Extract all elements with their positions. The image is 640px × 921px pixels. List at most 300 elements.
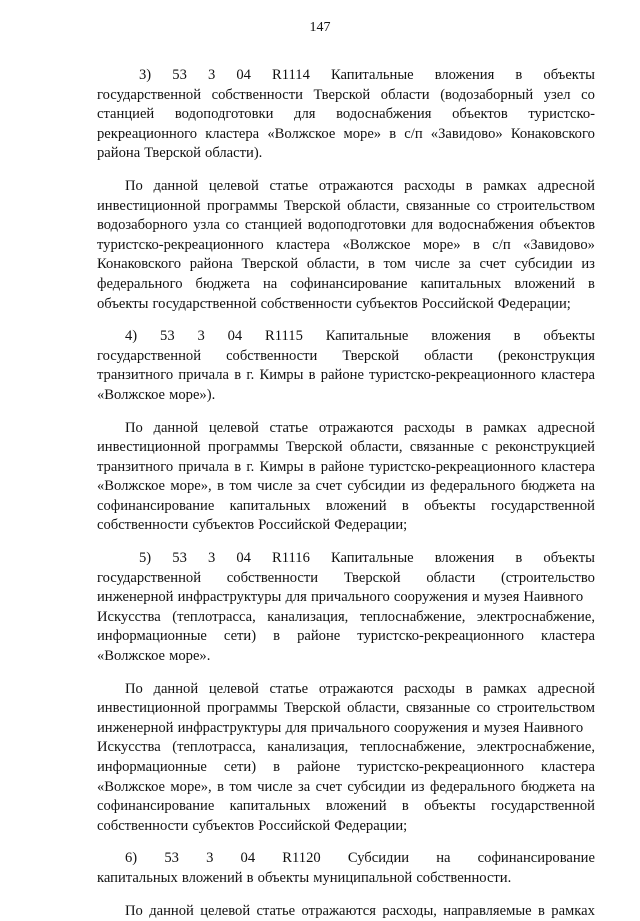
word: инвестиционной: [97, 197, 201, 214]
word: бюджета: [520, 478, 576, 495]
word: капитальных: [420, 275, 502, 292]
text-line: [97, 105, 595, 125]
body-paragraph: [97, 177, 595, 314]
heading-paragraph: [97, 849, 595, 888]
text-line: [97, 347, 595, 367]
word: на: [436, 850, 451, 867]
word: бюджета: [520, 778, 576, 795]
word: Наивного: [523, 719, 584, 736]
word: собственности: [226, 569, 319, 586]
word: программы: [207, 700, 278, 717]
word: Наивного: [523, 589, 584, 606]
word: канализация,: [267, 608, 349, 625]
word: государственной: [97, 347, 202, 364]
word: софинансирование: [290, 275, 408, 292]
word: кластера: [276, 236, 331, 253]
word: за: [298, 778, 311, 795]
word: Тверской: [313, 86, 371, 103]
word: «Волжское: [97, 648, 166, 665]
text-line: [97, 497, 595, 517]
word: целевой: [200, 902, 251, 919]
word: вложений: [325, 497, 387, 514]
word: Федерации;: [334, 517, 408, 534]
word: области: [380, 86, 430, 103]
word: государственной: [490, 497, 595, 514]
word: статье: [269, 419, 309, 436]
word: музея: [483, 589, 520, 606]
word: кластера: [541, 367, 595, 384]
word: Тверской: [283, 197, 341, 214]
text-line: [97, 327, 595, 347]
word: По: [125, 419, 143, 436]
word: объекты: [543, 67, 595, 83]
word: водоснабжения: [336, 106, 432, 123]
text-line: [97, 817, 595, 837]
word: районе: [320, 367, 364, 384]
word: субъектов: [356, 295, 418, 312]
word: для: [411, 217, 434, 234]
word: на: [580, 778, 595, 795]
word: г.: [246, 458, 255, 475]
text-line: [97, 758, 595, 778]
word: статье: [269, 177, 309, 194]
word: инженерной: [97, 719, 174, 736]
text-line: [97, 386, 595, 406]
word: «Волжское: [342, 236, 411, 253]
word: туристско-рекреационного: [357, 759, 524, 775]
word: из: [410, 478, 425, 495]
text-line: [97, 738, 595, 758]
word: «Волжское: [97, 478, 166, 495]
text-line: [97, 216, 595, 236]
word: музея: [483, 719, 520, 736]
word: бюджета: [195, 275, 250, 292]
word: транзитного: [97, 458, 174, 475]
text-line: [97, 778, 595, 798]
word: Федерации;: [497, 295, 571, 312]
word: в: [367, 256, 375, 273]
word: данной: [153, 419, 199, 436]
word: области,: [306, 256, 360, 273]
word: водоснабжения: [438, 217, 534, 234]
word: «Завидово»: [523, 236, 595, 253]
word: объектов: [452, 106, 508, 123]
word: По: [125, 902, 143, 919]
word: муниципальной: [313, 869, 413, 886]
word: 5): [139, 550, 152, 567]
word: Капитальные: [325, 328, 409, 345]
word: инфраструктуры: [177, 589, 282, 606]
word: море»).: [169, 386, 216, 403]
word: «Волжское: [267, 125, 336, 142]
word: теплоснабжение,: [359, 739, 466, 756]
word: водоподготовки: [174, 106, 274, 123]
word: туристско-рекреационного: [369, 367, 536, 384]
word: море»: [422, 236, 461, 253]
word: (водозаборный: [440, 86, 534, 103]
word: море».: [169, 648, 211, 665]
word: 04: [240, 850, 256, 867]
word: в: [234, 367, 242, 384]
word: собственности: [97, 817, 189, 834]
word: 3: [207, 550, 216, 567]
text-line: [97, 797, 595, 817]
word: в: [273, 628, 281, 645]
word: Тверской: [285, 439, 343, 456]
word: собственности: [97, 517, 189, 534]
word: капитальных: [229, 798, 311, 815]
word: программы: [208, 439, 279, 456]
word: объекты: [424, 497, 476, 514]
word: Тверской: [342, 347, 400, 364]
word: области).: [205, 145, 263, 162]
word: субсидии: [514, 256, 573, 273]
text-line: [97, 458, 595, 478]
word: числе: [257, 478, 293, 495]
word: вложения: [434, 67, 495, 83]
text-line: [97, 869, 595, 889]
word: 3): [139, 67, 152, 83]
text-line: [97, 569, 595, 589]
text-line: [97, 66, 595, 86]
text-line: [97, 255, 595, 275]
body-paragraph: [97, 419, 595, 537]
word: «Волжское: [97, 778, 166, 795]
text-line: [97, 438, 595, 458]
word: в: [401, 798, 409, 815]
word: за: [298, 478, 311, 495]
word: г.: [246, 367, 255, 384]
word: Капитальные: [330, 550, 414, 567]
text-line: [97, 588, 595, 608]
word: объекты: [97, 295, 149, 312]
word: электроснабжение,: [476, 739, 595, 756]
word: Кимры: [259, 458, 304, 475]
heading-paragraph: [97, 66, 595, 164]
word: Искусства: [97, 739, 161, 756]
word: расходы: [403, 177, 455, 194]
word: государственной: [490, 798, 595, 815]
word: области,: [347, 197, 400, 214]
word: связанные: [406, 197, 471, 214]
word: отражаются: [318, 419, 394, 436]
word: государственной: [97, 86, 202, 103]
word: туристско-рекреационного: [97, 236, 264, 253]
text-line: [97, 144, 595, 164]
word: целевой: [208, 419, 259, 436]
word: причального: [310, 589, 390, 606]
word: субъектов: [192, 817, 255, 834]
word: отражаются: [301, 902, 376, 919]
word: Тверской: [241, 256, 299, 273]
body-paragraph: [97, 680, 595, 837]
word: информационные: [97, 759, 207, 775]
word: в: [538, 902, 545, 919]
document-body: [97, 66, 595, 921]
word: в: [465, 177, 473, 194]
word: из: [581, 256, 595, 273]
word: По: [125, 177, 143, 194]
word: субсидии: [347, 478, 406, 495]
word: рекреационного: [97, 125, 198, 142]
word: собственности: [260, 295, 352, 312]
text-line: [97, 516, 595, 536]
word: Российской: [421, 295, 494, 312]
word: (теплотрасса,: [172, 608, 256, 625]
word: софинансирование: [97, 798, 215, 815]
word: Тверской: [144, 145, 201, 162]
word: области,: [350, 439, 403, 456]
word: числе: [414, 256, 450, 273]
word: в: [465, 680, 473, 697]
body-paragraph: [97, 902, 595, 921]
text-line: [97, 125, 595, 145]
word: вложения: [431, 328, 491, 345]
word: рамках: [483, 177, 527, 194]
word: за: [458, 256, 471, 273]
word: По: [125, 680, 143, 697]
word: со: [476, 700, 491, 717]
word: Российской: [258, 517, 331, 534]
word: в: [217, 778, 224, 795]
word: 53: [160, 328, 175, 345]
word: района: [97, 145, 141, 162]
word: объекты: [543, 550, 595, 567]
word: счет: [315, 778, 343, 795]
word: вложения: [434, 550, 495, 567]
word: в: [308, 458, 316, 475]
word: строительством: [496, 700, 595, 717]
word: вложений: [325, 798, 387, 815]
word: капитальных: [229, 497, 311, 514]
word: счет: [479, 256, 506, 273]
word: объекты: [424, 798, 476, 815]
word: инфраструктуры: [177, 719, 282, 736]
word: в: [472, 236, 480, 253]
word: связанные: [409, 439, 474, 456]
word: 04: [227, 328, 243, 345]
word: рамках: [483, 680, 527, 697]
word: софинансирование: [97, 497, 215, 514]
word: капитальных: [97, 869, 178, 886]
word: туристско-рекреационного: [369, 458, 536, 475]
word: счет: [315, 478, 343, 495]
page-number: 147: [309, 20, 331, 35]
word: района: [189, 256, 233, 273]
word: Конаковского: [97, 256, 182, 273]
word: районе: [297, 759, 341, 775]
word: программы: [207, 197, 278, 214]
word: R1120: [282, 850, 321, 867]
word: области: [426, 569, 476, 586]
word: государственной: [97, 569, 202, 586]
word: с: [481, 439, 488, 456]
word: федерального: [429, 478, 516, 495]
heading-paragraph: [97, 327, 595, 405]
word: реконструкцией: [495, 439, 595, 456]
word: узла: [193, 217, 221, 234]
text-line: [97, 236, 595, 256]
word: 3: [197, 328, 205, 345]
word: для: [285, 719, 307, 736]
word: в: [401, 497, 409, 514]
word: инвестиционной: [97, 700, 201, 717]
text-line: [97, 719, 595, 739]
word: 04: [236, 67, 251, 83]
word: объектов: [539, 217, 595, 234]
word: Российской: [258, 817, 331, 834]
word: данной: [153, 177, 199, 194]
word: собственности.: [416, 869, 512, 886]
word: государственной: [152, 295, 257, 312]
word: отражаются: [318, 680, 394, 697]
word: целевой: [208, 177, 259, 194]
word: туристско-: [528, 106, 595, 123]
word: федерального: [97, 275, 183, 292]
word: Федерации;: [334, 817, 408, 834]
word: кластера: [541, 458, 595, 475]
text-line: [97, 366, 595, 386]
word: Тверской: [343, 569, 401, 586]
text-line: [97, 608, 595, 628]
word: в: [515, 67, 523, 83]
word: Конаковского: [510, 125, 595, 142]
word: статье: [269, 680, 309, 697]
word: субъектов: [192, 517, 255, 534]
word: данной: [149, 902, 194, 919]
word: области,: [347, 700, 400, 717]
word: туристско-рекреационного: [357, 628, 524, 645]
word: и: [471, 719, 480, 736]
word: Кимры: [259, 367, 304, 384]
text-line: [97, 419, 595, 439]
word: области: [424, 347, 473, 364]
word: с/п: [404, 125, 423, 142]
word: рамках: [551, 902, 595, 919]
word: узел: [543, 86, 571, 103]
word: адресной: [537, 177, 595, 194]
word: собственности: [226, 347, 318, 364]
word: 04: [236, 550, 251, 567]
text-line: [97, 647, 595, 667]
word: причального: [310, 719, 390, 736]
word: кластера: [540, 628, 595, 645]
word: 3: [206, 850, 214, 867]
word: связанные: [406, 700, 471, 717]
word: 4): [125, 328, 138, 345]
word: из: [410, 778, 425, 795]
word: инженерной: [97, 589, 174, 606]
word: районе: [320, 458, 364, 475]
word: сооружения: [393, 719, 468, 736]
heading-paragraph: [97, 549, 595, 667]
word: том: [383, 256, 406, 273]
word: 53: [172, 67, 187, 83]
word: кластера: [540, 759, 595, 775]
word: строительством: [496, 197, 595, 214]
word: (реконструкция: [498, 347, 595, 364]
word: объекты: [543, 328, 595, 345]
word: статье: [256, 902, 296, 919]
word: объекты: [257, 869, 310, 886]
word: числе: [257, 778, 293, 795]
word: со: [581, 86, 595, 103]
word: субсидии: [347, 778, 406, 795]
word: целевой: [208, 680, 259, 697]
text-line: [97, 699, 595, 719]
word: 3: [207, 67, 216, 83]
word: адресной: [537, 419, 595, 436]
word: собственности: [211, 86, 303, 103]
word: 53: [164, 850, 179, 867]
word: кластера: [205, 125, 260, 142]
word: R1115: [265, 328, 303, 345]
word: станцией: [244, 217, 303, 234]
word: расходы: [403, 680, 455, 697]
word: том: [229, 778, 252, 795]
word: электроснабжение,: [476, 608, 595, 625]
text-line: [97, 549, 595, 569]
word: со: [476, 197, 491, 214]
word: направляемые: [443, 902, 532, 919]
text-line: [97, 680, 595, 700]
word: «Завидово»: [430, 125, 503, 142]
word: Субсидии: [347, 850, 410, 867]
word: в: [273, 759, 281, 775]
word: водозаборного: [97, 217, 188, 234]
text-line: [97, 86, 595, 106]
word: Тверской: [283, 700, 341, 717]
word: с/п: [492, 236, 511, 253]
text-line: [97, 275, 595, 295]
word: инвестиционной: [97, 439, 201, 456]
word: причала: [178, 458, 229, 475]
text-line: [97, 295, 595, 315]
word: на: [580, 478, 595, 495]
word: море»,: [170, 778, 212, 795]
word: адресной: [537, 680, 595, 697]
word: теплоснабжение,: [359, 608, 466, 625]
word: Капитальные: [330, 67, 414, 83]
word: сети): [223, 628, 257, 645]
word: сооружения: [393, 589, 468, 606]
word: 6): [125, 850, 138, 867]
word: в: [246, 869, 254, 886]
word: расходы: [403, 419, 455, 436]
word: канализация,: [267, 739, 349, 756]
word: сети): [223, 759, 257, 775]
text-line: [97, 177, 595, 197]
word: R1114: [272, 67, 310, 83]
word: «Волжское: [97, 386, 166, 403]
word: расходы,: [382, 902, 437, 919]
word: море»,: [170, 478, 212, 495]
word: том: [229, 478, 252, 495]
word: в: [588, 275, 595, 292]
word: отражаются: [318, 177, 394, 194]
word: информационные: [97, 628, 207, 645]
word: в: [389, 125, 397, 142]
text-line: [97, 477, 595, 497]
text-line: [97, 197, 595, 217]
word: 53: [172, 550, 187, 567]
word: в: [513, 328, 521, 345]
word: (теплотрасса,: [172, 739, 256, 756]
word: районе: [297, 628, 341, 645]
word: Искусства: [97, 608, 161, 625]
text-line: [97, 902, 595, 921]
word: и: [471, 589, 480, 606]
